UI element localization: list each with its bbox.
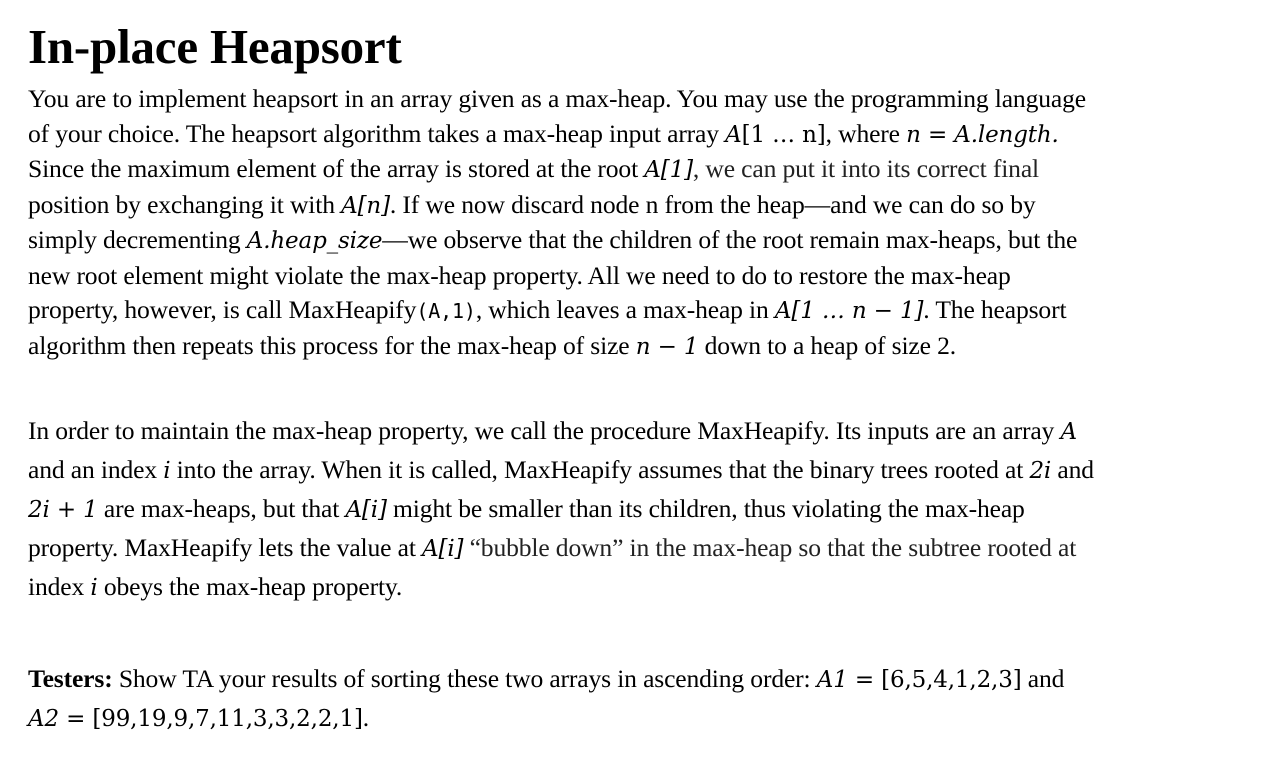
text-line: [28, 660, 1278, 699]
text: , which leaves a max-heap in: [475, 295, 775, 324]
text: . If we now discard node n from the heap—and we can do so by: [389, 189, 1036, 219]
page-title: In-place Heapsort: [28, 19, 402, 74]
text-line: [28, 529, 1278, 568]
text-line: [28, 223, 1278, 259]
text: and: [1051, 455, 1094, 484]
paragraph-heapsort-intro: [28, 82, 1278, 364]
text: In order to maintain the max-heap property, we call the procedure MaxHeapify. Its inputs are an array: [28, 416, 1061, 445]
math-index: i: [163, 458, 171, 484]
paragraph-testers: [28, 660, 1278, 738]
math-array-a2-values: = [99,19,9,7,11,3,3,2,2,1]: [58, 706, 363, 732]
text-line: [28, 490, 1278, 529]
text: position by exchanging it with: [28, 189, 342, 219]
text-line: [28, 412, 1278, 451]
text: Since the maximum element of the array is stored at the root: [28, 154, 645, 183]
text-line: [28, 188, 1278, 224]
text: into the array. When it is called, MaxHeapify assumes that the binary trees rooted at: [170, 455, 1030, 484]
math-index: i: [90, 575, 98, 601]
text: property, however, is call MaxHeapify: [28, 295, 417, 324]
math-array-a1-values: = [6,5,4,1,2,3]: [847, 667, 1022, 693]
text: and an index: [28, 455, 164, 484]
math-array-a2: A2: [28, 706, 59, 732]
text-line: [28, 82, 1278, 117]
text: You are to implement heapsort in an array given as a max-heap. You may use the programming language: [28, 84, 1086, 113]
text: .: [362, 703, 370, 732]
text: might be smaller than its children, thus violating the max-heap: [386, 494, 1025, 523]
math-length-expression: n = A.length.: [906, 121, 1059, 148]
text-line: [28, 152, 1278, 188]
text-line: [28, 451, 1278, 490]
text-line: [28, 699, 1278, 738]
text: , we can put it into its correct final: [692, 154, 1039, 183]
math-array-a1: A1: [816, 667, 848, 693]
text: simply decrementing: [28, 225, 247, 254]
testers-label: Testers:: [28, 664, 113, 693]
math-array-name: A: [1060, 419, 1077, 445]
math-array-range: [1 … n]: [741, 121, 826, 148]
document-page: [28, 18, 1278, 738]
text: . The heapsort: [923, 295, 1067, 324]
text-line: [28, 259, 1278, 294]
text: “bubble down” in the max-heap so that the subtree rooted at: [463, 533, 1077, 562]
math-right-child: 2i + 1: [28, 497, 98, 523]
text: algorithm then repeats this process for the max-heap of size: [28, 330, 636, 360]
text: of your choice. The heapsort algorithm takes a max-heap input array: [28, 118, 726, 148]
code-maxheapify-args: (A,1): [416, 299, 476, 323]
math-n-minus-one: n − 1: [635, 333, 699, 360]
text-line: [28, 293, 1278, 329]
text: —we observe that the children of the root remain max-heaps, but the: [382, 225, 1078, 254]
math-left-child: 2i: [1029, 458, 1052, 484]
math-last-element: A[n]: [341, 192, 390, 219]
text: and: [1021, 664, 1065, 693]
text: down to a heap of size 2.: [698, 330, 956, 360]
math-heap-size: A.heap_size: [246, 228, 383, 254]
math-element-i: A[i]: [422, 536, 464, 562]
math-array-name: A: [725, 121, 742, 148]
text-line: [28, 568, 1278, 607]
text: property. MaxHeapify lets the value at: [28, 533, 423, 562]
text-line: [28, 329, 1278, 365]
math-root-element: A[1]: [644, 157, 693, 183]
text: Show TA your results of sorting these two arrays in ascending order:: [112, 664, 817, 693]
paragraph-maxheapify: [28, 412, 1278, 607]
text: are max-heaps, but that: [97, 494, 346, 523]
text: , where: [825, 118, 907, 148]
math-reduced-range: A[1 … n − 1]: [774, 298, 924, 324]
text: obeys the max-heap property.: [97, 572, 403, 601]
text-line: [28, 117, 1278, 153]
math-element-i: A[i]: [345, 497, 387, 523]
text: new root element might violate the max-heap property. All we need to do to restore the max-heap: [28, 260, 1011, 290]
text: index: [28, 572, 91, 601]
